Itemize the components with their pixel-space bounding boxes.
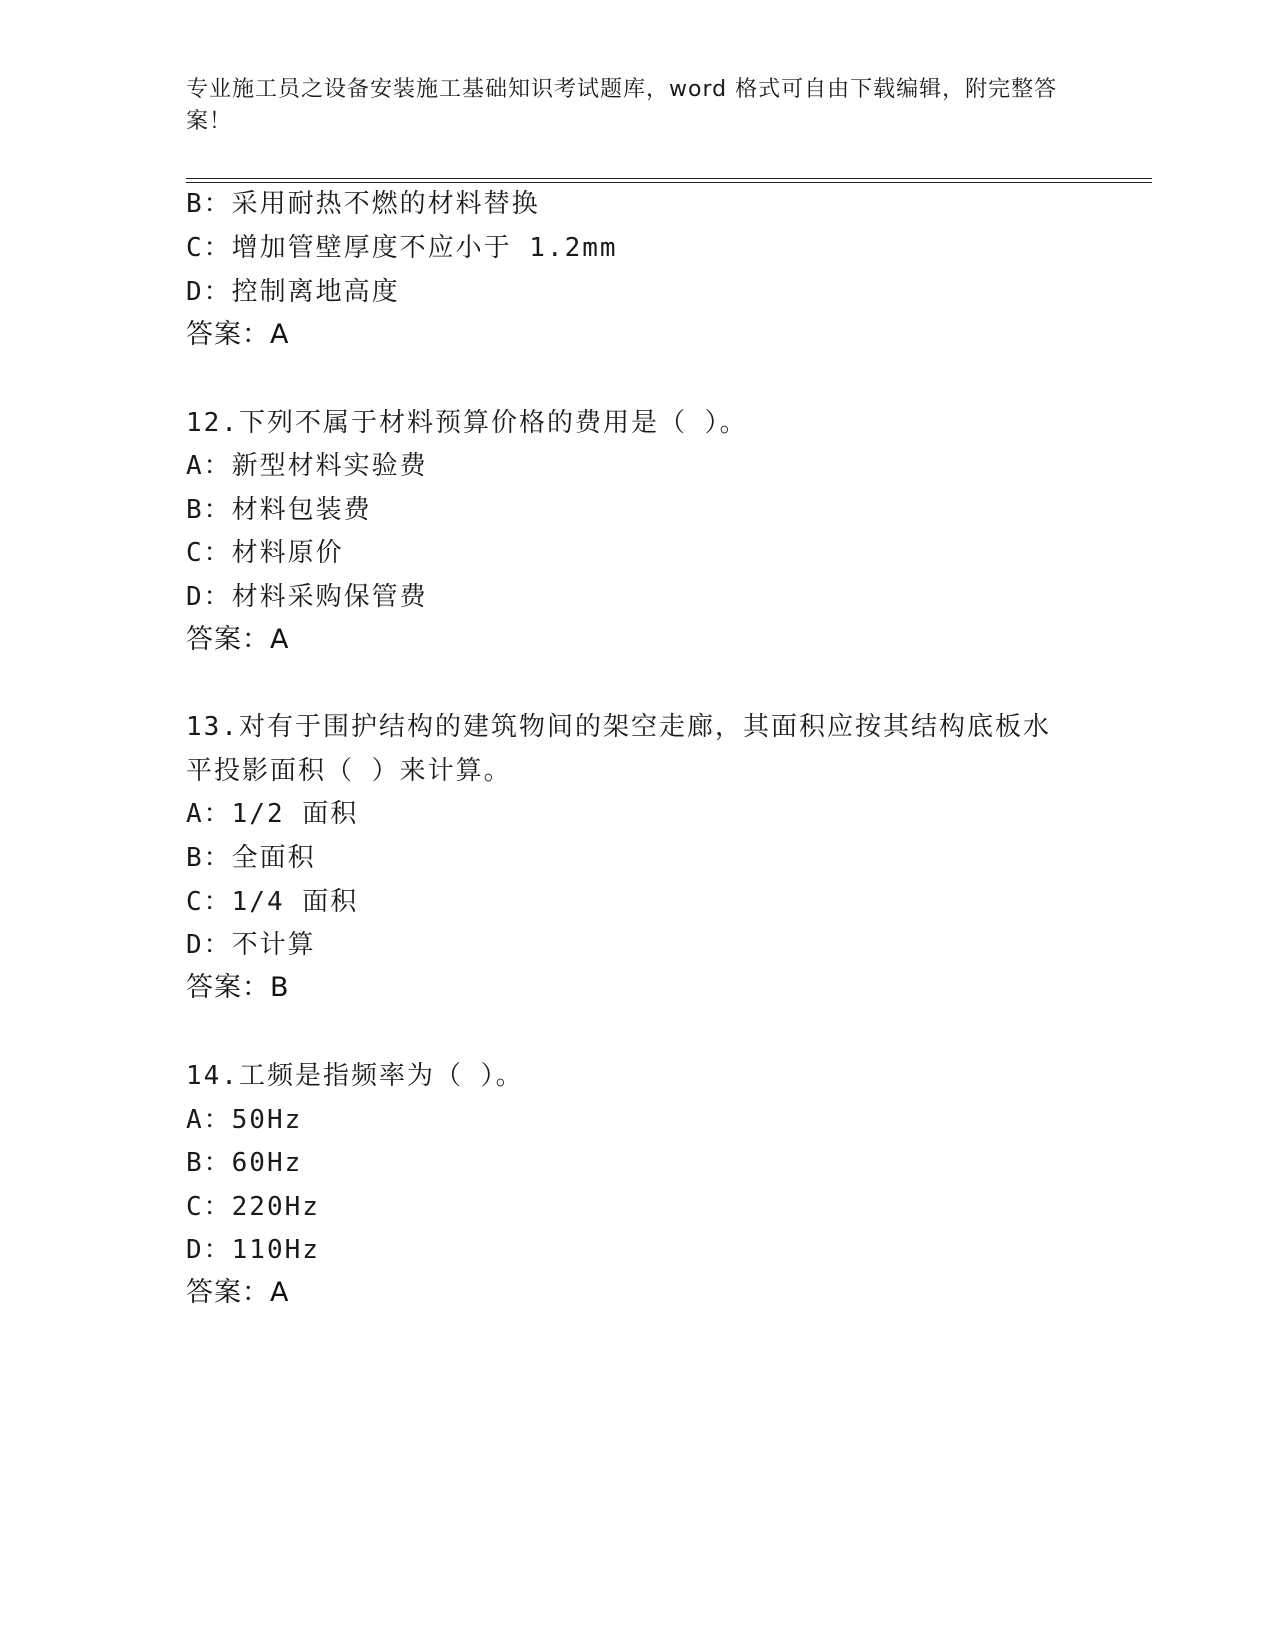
header-divider-bottom — [186, 182, 1152, 183]
q11-option-b: B：采用耐热不燃的材料替换 — [186, 189, 540, 219]
q14-option-a: A：50Hz — [186, 1105, 303, 1135]
q13-stem-line2: 平投影面积（ ）来计算。 — [186, 756, 512, 786]
q13-stem-line1: 13.对有于围护结构的建筑物间的架空走廊，其面积应按其结构底板水 — [186, 712, 1051, 742]
q12-stem: 12.下列不属于材料预算价格的费用是（ ）。 — [186, 408, 748, 438]
q13-option-d: D：不计算 — [186, 930, 316, 960]
q11-answer: 答案：A — [186, 319, 290, 350]
q14-option-b: B：60Hz — [186, 1148, 303, 1178]
q12-option-c: C：材料原价 — [186, 538, 344, 568]
q12-option-b: B：材料包装费 — [186, 495, 372, 525]
q13-answer: 答案：B — [186, 972, 290, 1003]
q11-option-d: D：控制离地高度 — [186, 277, 400, 307]
document-header: 专业施工员之设备安装施工基础知识考试题库，word 格式可自由下载编辑，附完整答案！ — [186, 77, 1058, 134]
header-divider-top — [186, 178, 1152, 179]
q14-stem: 14.工频是指频率为（ ）。 — [186, 1061, 524, 1091]
q14-answer: 答案：A — [186, 1277, 290, 1308]
q12-option-d: D：材料采购保管费 — [186, 582, 428, 612]
q12-option-a: A：新型材料实验费 — [186, 451, 428, 481]
q12-answer: 答案：A — [186, 624, 290, 655]
q13-option-b: B：全面积 — [186, 843, 316, 873]
q14-option-d: D：110Hz — [186, 1235, 320, 1265]
q13-option-a: A：1/2 面积 — [186, 799, 359, 829]
q11-option-c: C：增加管壁厚度不应小于 1.2mm — [186, 233, 618, 263]
q14-option-c: C：220Hz — [186, 1192, 320, 1222]
q13-option-c: C：1/4 面积 — [186, 887, 359, 917]
